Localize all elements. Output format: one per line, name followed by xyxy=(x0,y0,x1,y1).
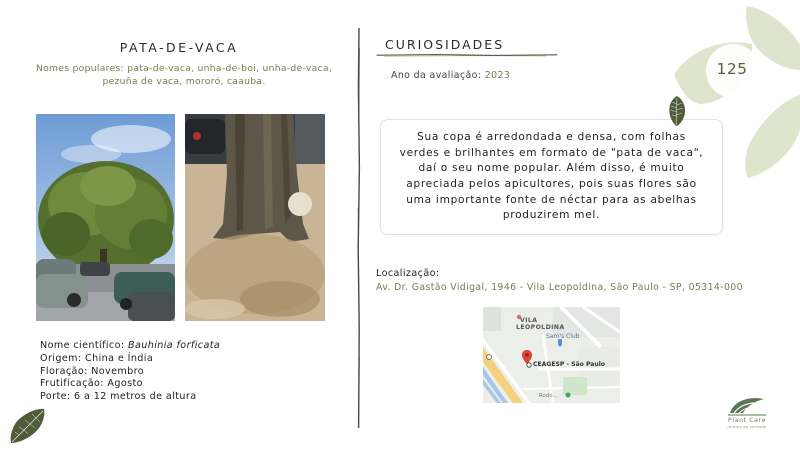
map-poi-label: Sam's Club xyxy=(546,333,580,340)
map-place-label: CEAGESP - São Paulo xyxy=(533,361,605,368)
species-number-badge: 125 xyxy=(716,60,748,78)
curiosities-title: CURIOSIDADES xyxy=(385,37,505,52)
popular-names-label: Nomes populares: xyxy=(35,63,124,74)
species-title: PATA-DE-VACA xyxy=(119,40,239,55)
popular-names xyxy=(28,63,340,88)
evaluation-year-value: 2023 xyxy=(484,70,511,81)
curiosities-underline xyxy=(376,52,558,58)
location-label: Localização: xyxy=(376,268,440,279)
fact-origin: Origem: China e Índia xyxy=(40,352,154,364)
column-divider xyxy=(356,28,362,428)
tree-photo xyxy=(36,114,175,321)
scientific-name-value: Bauhinia forficata xyxy=(127,340,221,351)
leaf-icon xyxy=(666,95,688,127)
brand-tagline: jardins de verdade xyxy=(727,425,767,429)
species-facts xyxy=(40,340,220,404)
map-district-line2: LEOPOLDINA xyxy=(516,324,565,331)
leaf-decoration-bottom xyxy=(8,406,48,446)
evaluation-year-label: Ano da avaliação: xyxy=(391,70,482,81)
map-road-label: Rodo... xyxy=(539,393,558,399)
map-district-line1: VILA xyxy=(520,317,538,324)
curiosities-text: Sua copa é arredondada e densa, com folhas verdes e brilhantes em formato de "pata de vaca", daí o seu nome popular. Além disso, é muito apreciada pelos apicultores, pois suas flores são uma importante fonte de néctar para as abelhas produzirem mel. xyxy=(399,131,704,222)
fact-scientific-name: Nome científico: Bauhinia forficata xyxy=(40,340,221,351)
popular-names-value: pata-de-vaca, unha-de-boi, unha-de-vaca, pezuña de vaca, mororó, caauba. xyxy=(102,63,333,87)
trunk-photo xyxy=(185,114,325,321)
fact-fruiting: Frutificação: Agosto xyxy=(40,378,143,390)
location-address[interactable]: Av. Dr. Gastão Vidigal, 1946 - Vila Leopoldina, São Paulo - SP, 05314-000 xyxy=(376,282,743,293)
leaf-decoration-top xyxy=(672,0,800,180)
evaluation-year xyxy=(391,70,510,81)
fact-flowering: Floração: Novembro xyxy=(40,365,145,377)
location-map[interactable] xyxy=(483,307,620,403)
brand-logo-icon xyxy=(726,393,768,417)
fact-size: Porte: 6 a 12 metros de altura xyxy=(40,391,197,403)
brand-name: Plant Care xyxy=(728,417,766,424)
